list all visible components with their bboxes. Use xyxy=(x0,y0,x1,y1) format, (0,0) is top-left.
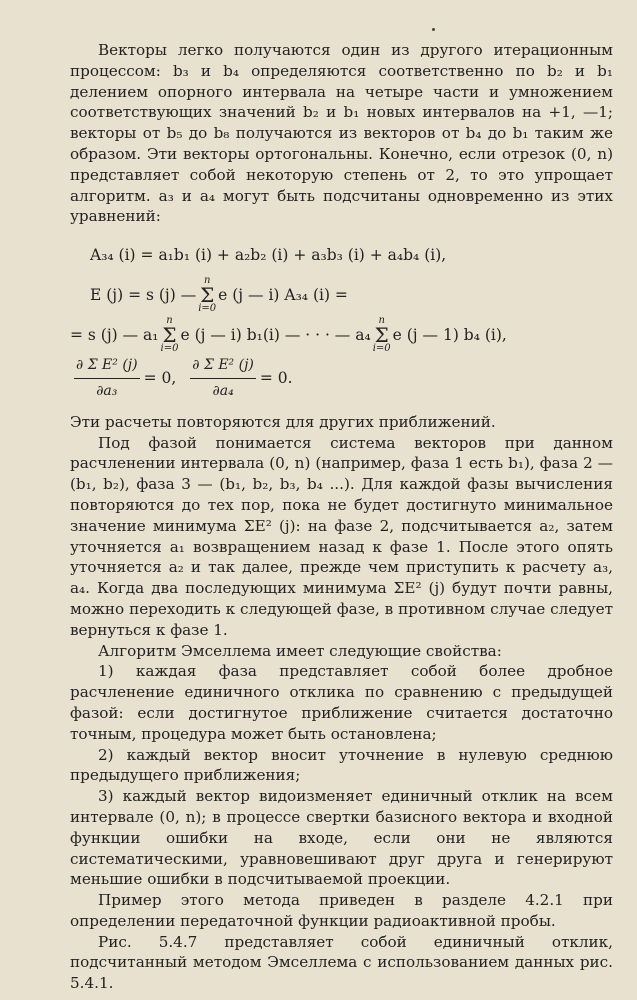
frac1-numerator: ∂ Σ E² (j) xyxy=(74,355,140,379)
sum-symbol xyxy=(161,316,179,354)
frac1-denominator: ∂a₃ xyxy=(96,382,118,399)
eq3-a: = s (j) — a₁ xyxy=(70,325,159,344)
fraction-a4 xyxy=(190,355,256,402)
eq2-left: E (j) = s (j) — xyxy=(90,285,197,304)
sigma-icon: Σ xyxy=(374,323,389,348)
fraction-a3 xyxy=(74,355,140,402)
sigma-icon: Σ xyxy=(162,323,177,348)
sum-lower: i=0 xyxy=(198,303,217,315)
page-text xyxy=(70,40,613,994)
paragraph-example: Пример этого метода приведен в разделе 4.2.1 при определении передаточной функции радиоактивной пробы. xyxy=(70,891,613,930)
paragraph-property-2: 2) каждый вектор вносит уточнение в нулевую среднюю предыдущего приближения; xyxy=(70,745,613,785)
eq4-end: = 0. xyxy=(259,369,293,388)
frac2-numerator: ∂ Σ E² (j) xyxy=(190,355,256,379)
paragraph-repeat: Эти расчеты повторяются для других приближений. xyxy=(70,412,496,431)
paragraph-figure: Рис. 5.4.7 представляет собой единичный отклик, подсчитанный методом Эмселлема с использованием данных рис. 5.4.1. xyxy=(70,932,613,993)
sum-symbol xyxy=(198,276,216,314)
paragraph-properties-intro: Алгоритм Эмселлема имеет следующие свойства: xyxy=(98,641,502,660)
sum-upper: n xyxy=(203,275,211,287)
sum-symbol xyxy=(373,316,391,354)
paragraph-property-3: 3) каждый вектор видоизменяет единичный отклик на всем интервале (0, n); в процессе свертки базисного вектора и входной функции ошибки на входе, если они не являются систематическими, уравновешивают друг друга и генерируют меньшие ошибки в подсчитываемой проекции. xyxy=(70,787,613,889)
paragraph-property-1: 1) каждая фаза представляет собой более дробное расчленение единичного отклика по сравнению с предыдущей фазой: если достигнутое приближение считается достаточно точным, процедура может быть остановлена; xyxy=(70,662,613,743)
equation-expansion xyxy=(70,315,613,355)
speck xyxy=(432,28,435,31)
sum-upper: n xyxy=(378,315,385,327)
paragraph-phase: Под фазой понимается система векторов при данном расчленении интервала (0, n) (например, фаза 1 есть b₁), фаза 2 — (b₁, b₂), фаза 3 — (b₁, b₂, b₃, b₄ ...). Для каждой фазы вычисления повторяются до тех пор, пока не будет достигнуто минимальное значение минимума ΣE² (j): на фазе 2, подсчитывается a₂, затем уточняется a₁ возвращением назад к фазе 1. После этого опять уточняется a₂ и так далее, прежде чем приступить к расчету a₃, a₄. Когда два последующих минимума ΣE² (j) будут почти равны, можно переходить к следующей фазе, в противном случае следует вернуться к фазе 1. xyxy=(70,433,613,639)
eq1-text: A₃₄ (i) = a₁b₁ (i) + a₂b₂ (i) + a₃b₃ (i) + a₄b₄ (i), xyxy=(90,245,447,264)
eq2-right: e (j — i) A₃₄ (i) = xyxy=(218,285,348,304)
equation-a34 xyxy=(70,235,613,275)
eq3-c: e (j — 1) b₄ (i), xyxy=(392,325,507,344)
sigma-icon: Σ xyxy=(200,283,215,308)
sum-lower: i=0 xyxy=(160,343,179,355)
equation-derivatives xyxy=(70,355,613,402)
sum-upper: n xyxy=(166,315,173,327)
equation-block xyxy=(70,235,613,402)
equation-ej xyxy=(70,275,613,315)
frac2-denominator: ∂a₄ xyxy=(212,382,234,399)
paragraph-intro: Векторы легко получаются один из другого итерационным процессом: b₃ и b₄ определяются соответственно по b₂ и b₁ делением опорного интервала на четыре части и умножением соответствующих значений b₂ и b₁ новых интервалов на +1, —1; векторы от b₅ до b₈ получаются из векторов от b₄ до b₁ таким же образом. Эти векторы ортогональны. Конечно, если отрезок (0, n) представляет собой некоторую степень от 2, то это упрощает алгоритм. a₃ и a₄ могут быть подсчитаны одновременно из этих уравнений: xyxy=(70,41,613,226)
eq4-mid: = 0, xyxy=(143,369,177,388)
sum-lower: i=0 xyxy=(372,343,391,355)
eq3-b: e (j — i) b₁(i) — · · · — a₄ xyxy=(180,325,371,344)
